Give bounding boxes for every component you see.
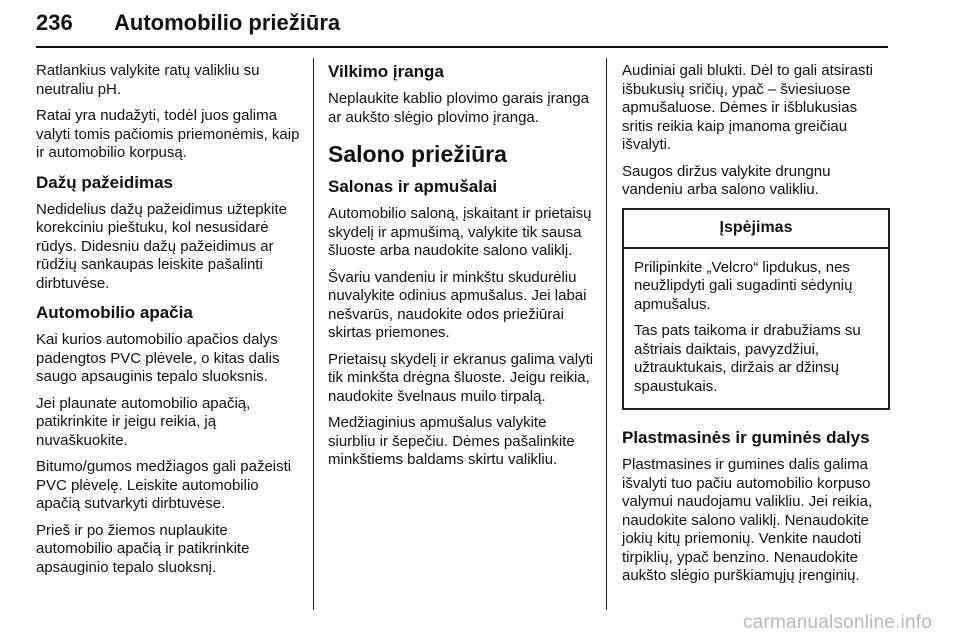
paragraph: Prilipinkite „Velcro“ lipdukus, nes neužlipdyti gali sugadinti sėdynių apmušalus. [634,258,853,313]
paragraph: Automobilio saloną, įskaitant ir prietaisų skydelį ir apmušimą, valykite tik sausa šluoste arba naudokite salono valiklį. [328,205,592,259]
page-number: 236 [36,10,73,35]
warning-body [624,249,888,409]
paragraph: Medžiaginius apmušalus valykite siurbliu ir šepečiu. Dėmes pašalinkite minkštiems baldams skirtu valikliu. [328,414,575,468]
paragraph: Prieš ir po žiemos nuplaukite automobilio apačią ir patikrinkite apsauginio tepalo sluoksnį. [36,521,250,576]
paragraph: Neplaukite kablio plovimo garais įranga ar aukšto slėgio plovimo įranga. [328,90,589,126]
column-right [622,62,890,594]
section-heading: Salonas ir apmušalai [328,177,498,196]
section-heading: Vilkimo įranga [328,62,444,81]
paragraph: Plastmasines ir gumines dalis galima išvalyti tuo pačiu automobilio korpuso valymui naudojamu valikliu. Jei reikia, naudokite salono valiklį. Nenaudokite jokių kitų priemonių. Venkite naudoti tirpiklių, ypač benzino. Nenaudokite aukšto slėgio purškiamųjų įrenginių. [622,456,873,584]
section-heading: Automobilio apačia [36,303,193,322]
paragraph: Ratai yra nudažyti, todėl juos galima valyti tomis pačiomis priemonėmis, kaip ir automobilio korpusą. [36,107,300,161]
column-divider [313,58,314,610]
paragraph: Audiniai gali blukti. Dėl to gali atsirasti išbukusių sričių, ypač – šviesiuose apmušaluose. Dėmes ir išblukusias sritis reikia kaip įmanoma greičiau išvalyti. [622,62,873,153]
page-title: Automobilio priežiūra [114,10,341,35]
paragraph: Saugos diržus valykite drungnu vandeniu arba salono valikliu. [622,162,831,198]
column-divider [606,58,607,610]
column-left [36,62,304,585]
paragraph: Ratlankius valykite ratų valikliu su neutraliu pH. [36,62,260,98]
paragraph: Švariu vandeniu ir minkštu skudurėliu nuvalykite odinius apmušalus. Jei labai nešvarūs, naudokite odos priežiūrai skirtas priemones. [328,268,587,341]
column-middle [328,62,596,478]
warning-box [622,208,890,411]
section-heading: Plastmasinės ir guminės dalys [622,428,870,447]
paragraph: Jei plaunate automobilio apačią, patikrinkite ir jeigu reikia, ją nuvaškuokite. [36,394,251,449]
paragraph: Tas pats taikoma ir drabužiams su aštriais daiktais, pavyzdžiui, užtrauktukais, diržais ar džinsų spaustukais. [634,322,861,395]
paragraph: Bitumo/gumos medžiagos gali pažeisti PVC plėvelę. Leiskite automobilio apačią sutvarkyti dirbtuvėse. [36,458,292,512]
chapter-heading: Salono priežiūra [328,141,507,167]
watermark: carmanualsonline.info [742,612,932,633]
warning-title: Įspėjimas [624,210,888,249]
section-heading: Dažų pažeidimas [36,172,173,192]
page-header [36,6,888,48]
paragraph: Nedidelius dažų pažeidimus užtepkite korekciniu pieštuku, kol nesusidarė rūdys. Didesniu dažų pažeidimus ar rūdžių sankaupas leiskite pašalinti dirbtuvėse. [36,200,287,292]
paragraph: Kai kurios automobilio apačios dalys padengtos PVC plėvele, o kitas dalis saugo apsauginis tepalo sluoksnis. [36,331,280,385]
paragraph: Prietaisų skydelį ir ekranus galima valyti tik minkšta drėgna šluoste. Jeigu reikia, naudokite švelnaus muilo tirpalą. [328,350,594,405]
